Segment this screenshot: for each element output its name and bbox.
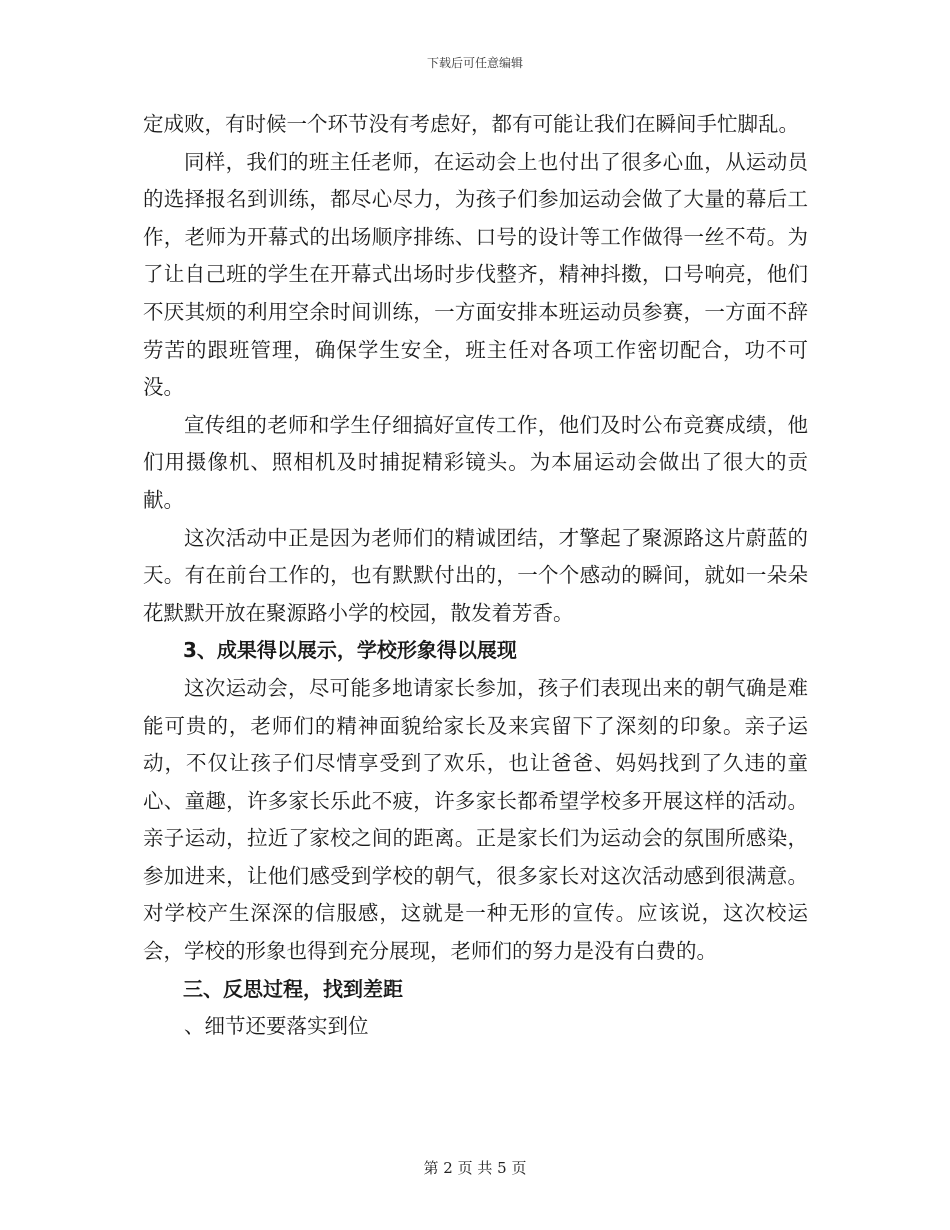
section-heading-results: 3、成果得以展示，学校形象得以展现	[183, 638, 517, 663]
paragraph-continuation: 定成败，有时候一个环节没有考虑好，都有可能让我们在瞬间手忙脚乱。	[143, 112, 799, 136]
paragraph-parents: 这次运动会，尽可能多地请家长参加，孩子们表现出来的朝气确是难能可贵的，老师们的精神面貌给家长及来宾留下了深刻的印象。亲子运动，不仅让孩子们尽情享受到了欢乐，也让爸爸、妈妈找到了久违的童心、童趣，许多家长乐此不疲，许多家长都希望学校多开展这样的活动。亲子运动，拉近了家校之间的距离。正是家长们为运动会的氛围所感染，参加进来，让他们感受到学校的朝气，很多家长对这次活动感到很满意。对学校产生深深的信服感，这就是一种无形的宣传。应该说，这次校运会，学校的形象也得到充分展现，老师们的努力是没有白费的。	[143, 675, 808, 964]
paragraph-class-teachers: 同样，我们的班主任老师，在运动会上也付出了很多心血，从运动员的选择报名到训练，都尽心尽力，为孩子们参加运动会做了大量的幕后工作，老师为开幕式的出场顺序排练、口号的设计等工作做得一丝不苟。为了让自己班的学生在开幕式出场时步伐整齐，精神抖擞，口号响亮，他们不厌其烦的利用空余时间训练，一方面安排本班运动员参赛，一方面不辞劳苦的跟班管理，确保学生安全，班主任对各项工作密切配合，功不可没。	[143, 149, 808, 400]
section-heading-reflection: 三、反思过程，找到差距	[183, 976, 403, 1001]
paragraph-publicity-group: 宣传组的老师和学生仔细搞好宣传工作，他们及时公布竞赛成绩，他们用摄像机、照相机及时捕捉精彩镜头。为本届运动会做出了很大的贡献。	[143, 412, 808, 512]
paragraph-teamwork: 这次活动中正是因为老师们的精诚团结，才擎起了聚源路这片蔚蓝的天。有在前台工作的，也有默默付出的，一个个感动的瞬间，就如一朵朵花默默开放在聚源路小学的校园，散发着芳香。	[143, 525, 808, 625]
page-footer: 第 2 页 共 5 页	[423, 1159, 527, 1177]
paragraph-details: 、细节还要落实到位	[184, 1014, 369, 1039]
document-body	[143, 106, 808, 1046]
page-header: 下载后可任意编辑	[426, 56, 523, 70]
